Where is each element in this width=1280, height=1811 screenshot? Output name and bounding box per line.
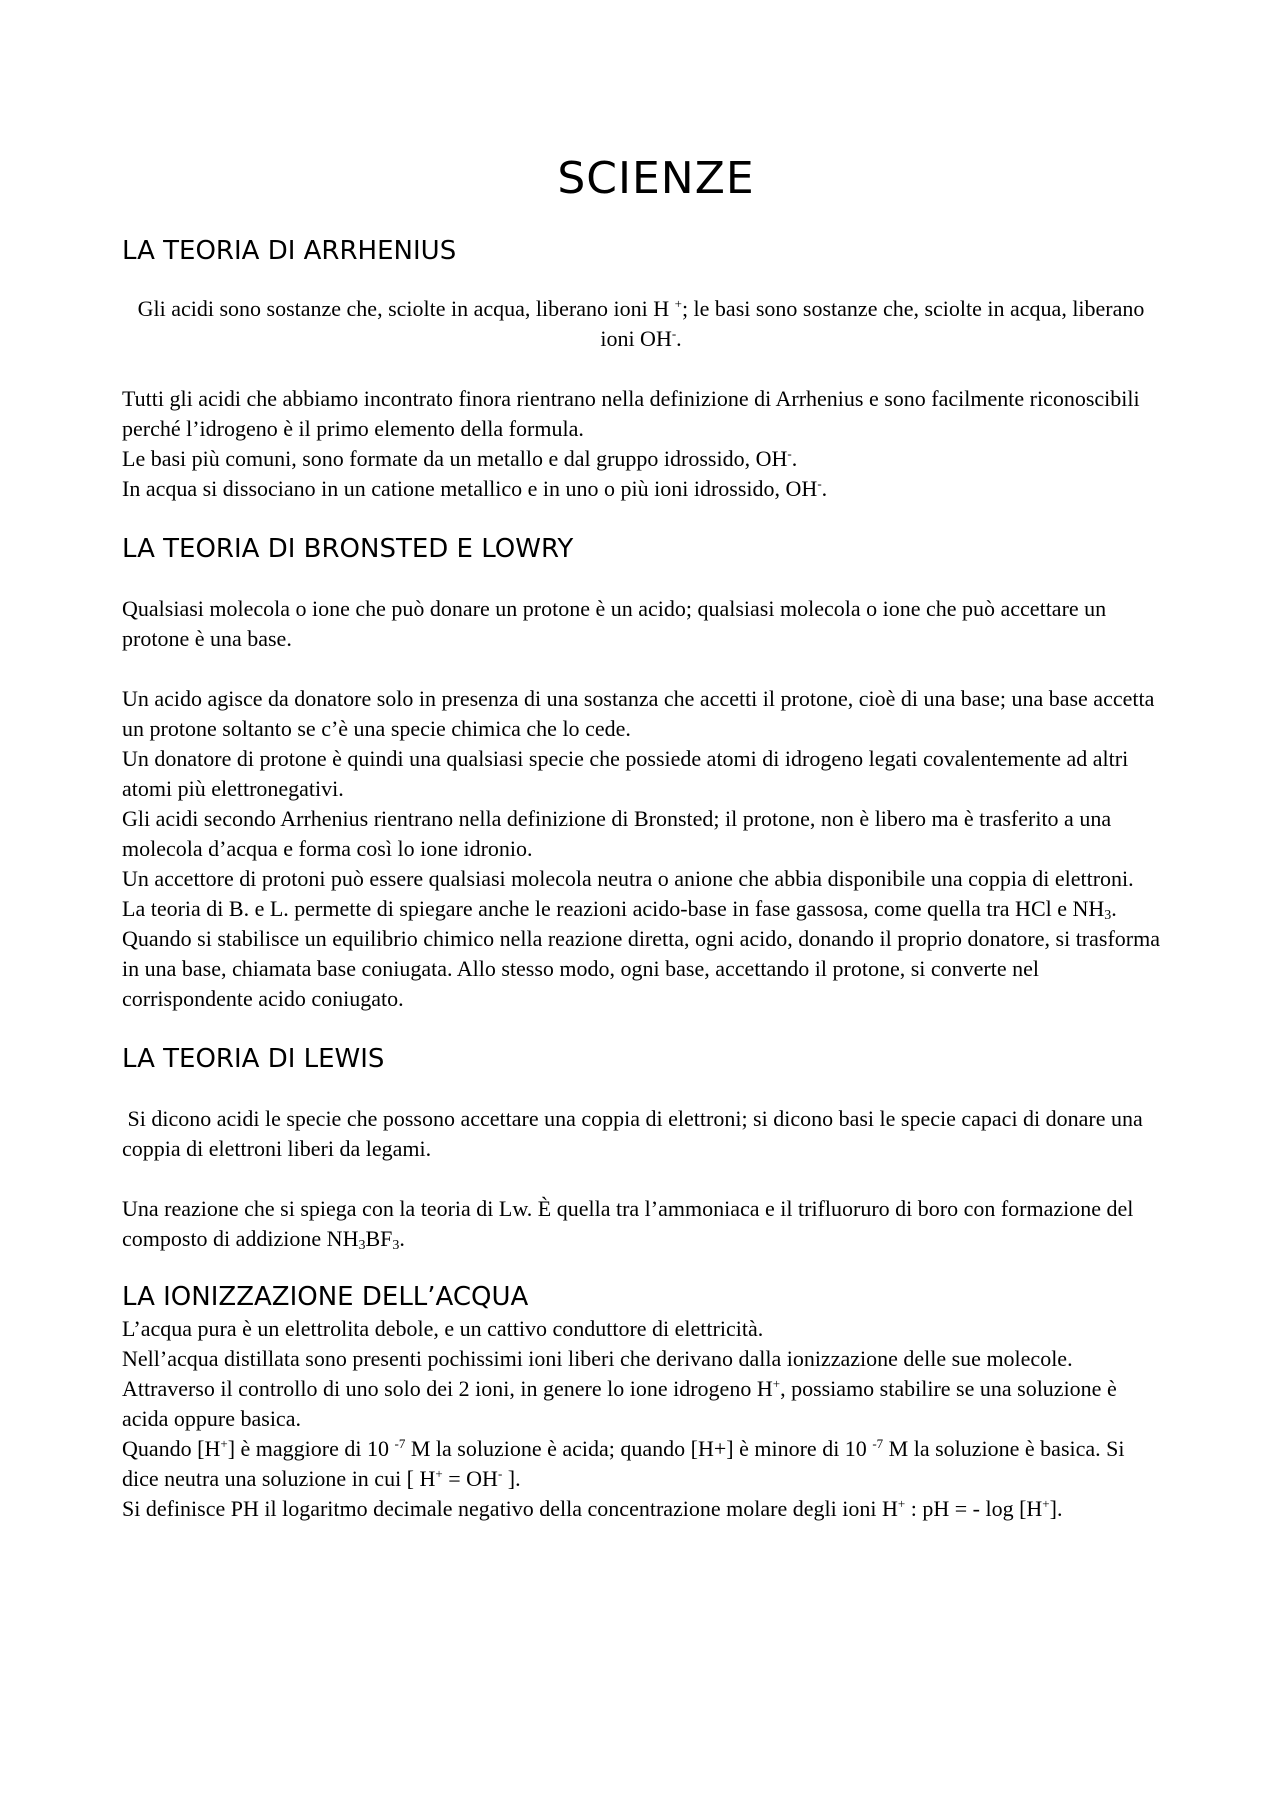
text-span: Attraverso il controllo di uno solo dei 2 ioni, in genere lo ione idrogeno H xyxy=(122,1376,773,1401)
section-heading-arrhenius: LA TEORIA DI ARRHENIUS xyxy=(122,236,457,266)
text-span: In acqua si dissociano in un catione metallico e in uno o più ioni idrossido, OH xyxy=(122,476,818,501)
superscript: + xyxy=(772,1376,781,1391)
text-span: Quando [H xyxy=(122,1436,221,1461)
bronsted-paragraph-5: Un accettore di protoni può essere qualsiasi molecola neutra o anione che abbia disponibile una coppia di elettroni. xyxy=(122,866,1134,891)
text-span: , possiamo stabilire se una soluzione è acida oppure basica. xyxy=(122,1376,1117,1431)
text-span: Si definisce PH il logaritmo decimale negativo della concentrazione molare degli ioni H xyxy=(122,1496,898,1521)
superscript: -7 xyxy=(394,1436,406,1451)
text-span: . xyxy=(791,446,798,471)
superscript: + xyxy=(220,1436,228,1451)
text-span: Le basi più comuni, sono formate da un metallo e dal gruppo idrossido, OH xyxy=(122,446,788,471)
arrhenius-paragraph-1: Tutti gli acidi che abbiamo incontrato finora rientrano nella definizione di Arrhenius e sono facilmente riconoscibili perché l’idrogeno è il primo elemento della formula. xyxy=(122,386,1140,441)
text-span: ] è maggiore di 10 xyxy=(227,1436,395,1461)
text-span: BF xyxy=(365,1226,393,1251)
bronsted-paragraph-4: Gli acidi secondo Arrhenius rientrano nella definizione di Bronsted; il protone, non è libero ma è trasferito a una molecola d’acqua e forma così lo ione idronio. xyxy=(122,806,1112,861)
ionizzazione-paragraph-4 xyxy=(122,1434,1160,1494)
text-span: = OH xyxy=(442,1466,498,1491)
superscript: + xyxy=(674,296,682,311)
superscript: + xyxy=(435,1466,443,1481)
superscript: - xyxy=(671,326,677,341)
superscript: + xyxy=(897,1496,906,1511)
superscript: - xyxy=(817,476,822,491)
superscript: + xyxy=(1042,1496,1050,1511)
bronsted-paragraph-1: Qualsiasi molecola o ione che può donare un protone è un acido; qualsiasi molecola o ione che può accettare un protone è una base. xyxy=(122,596,1107,651)
text-span: La teoria di B. e L. permette di spiegare anche le reazioni acido-base in fase gassosa, come quella tra HCl e NH xyxy=(122,896,1105,921)
ionizzazione-paragraph-2: Nell’acqua distillata sono presenti pochissimi ioni liberi che derivano dalla ionizzazione delle sue molecole. xyxy=(122,1346,1073,1371)
ionizzazione-paragraph-5 xyxy=(122,1494,1160,1524)
arrhenius-definition xyxy=(122,294,1160,354)
ionizzazione-paragraph-1: L’acqua pura è un elettrolita debole, e un cattivo conduttore di elettricità. xyxy=(122,1316,764,1341)
arrhenius-paragraph-2 xyxy=(122,444,1160,474)
text-span: ]. xyxy=(502,1466,521,1491)
text-span: : pH = - log [H xyxy=(905,1496,1043,1521)
section-heading-lewis: LA TEORIA DI LEWIS xyxy=(122,1044,385,1074)
text-span: . xyxy=(676,326,682,351)
text-span: Una reazione che si spiega con la teoria di Lw. È quella tra l’ammoniaca e il trifluoruro di boro con formazione del composto di addizione NH xyxy=(122,1196,1134,1251)
text-span: . xyxy=(399,1226,405,1251)
text-span: M la soluzione è acida; quando [H+] è minore di 10 xyxy=(405,1436,873,1461)
lewis-paragraph-2 xyxy=(122,1194,1160,1254)
lewis-paragraph-1: Si dicono acidi le specie che possono accettare una coppia di elettroni; si dicono basi le specie capaci di donare una coppia di elettroni liberi da legami. xyxy=(122,1106,1149,1161)
section-heading-bronsted-lowry: LA TEORIA DI BRONSTED E LOWRY xyxy=(122,534,574,564)
arrhenius-paragraph-3 xyxy=(122,474,1160,504)
superscript: - xyxy=(497,1466,503,1481)
superscript: - xyxy=(787,446,792,461)
page-title: SCIENZE xyxy=(557,153,755,204)
text-span: ; le basi sono sostanze che, sciolte in acqua, liberano ioni OH xyxy=(600,296,1145,351)
text-span: . xyxy=(1111,896,1117,921)
subscript: 3 xyxy=(392,1238,400,1253)
bronsted-paragraph-3: Un donatore di protone è quindi una qualsiasi specie che possiede atomi di idrogeno legati covalentemente ad altri atomi più elettronegativi. xyxy=(122,746,1129,801)
ionizzazione-paragraph-3 xyxy=(122,1374,1160,1434)
text-span: Gli acidi sono sostanze che, sciolte in acqua, liberano ioni H xyxy=(137,296,675,321)
document-content xyxy=(122,150,1160,1524)
bronsted-paragraph-2: Un acido agisce da donatore solo in presenza di una sostanza che accetti il protone, cioè di una base; una base accetta un protone soltanto se c’è una specie chimica che lo cede. xyxy=(122,686,1155,741)
text-span: ]. xyxy=(1049,1496,1063,1521)
bronsted-paragraph-6 xyxy=(122,894,1160,924)
text-span: . xyxy=(821,476,828,501)
bronsted-paragraph-7: Quando si stabilisce un equilibrio chimico nella reazione diretta, ogni acido, donando il proprio donatore, si trasforma in una base, chiamata base coniugata. Allo stesso modo, ogni base, accettando il protone, si converte nel corrispondente acido coniugato. xyxy=(122,926,1160,1011)
subscript: 3 xyxy=(358,1238,366,1253)
subscript: 3 xyxy=(1104,908,1112,923)
section-heading-ionizzazione: LA IONIZZAZIONE DELL’ACQUA xyxy=(122,1282,529,1312)
text-span: M la soluzione è basica. Si dice neutra una soluzione in cui [ H xyxy=(122,1436,1125,1491)
superscript: -7 xyxy=(872,1436,884,1451)
